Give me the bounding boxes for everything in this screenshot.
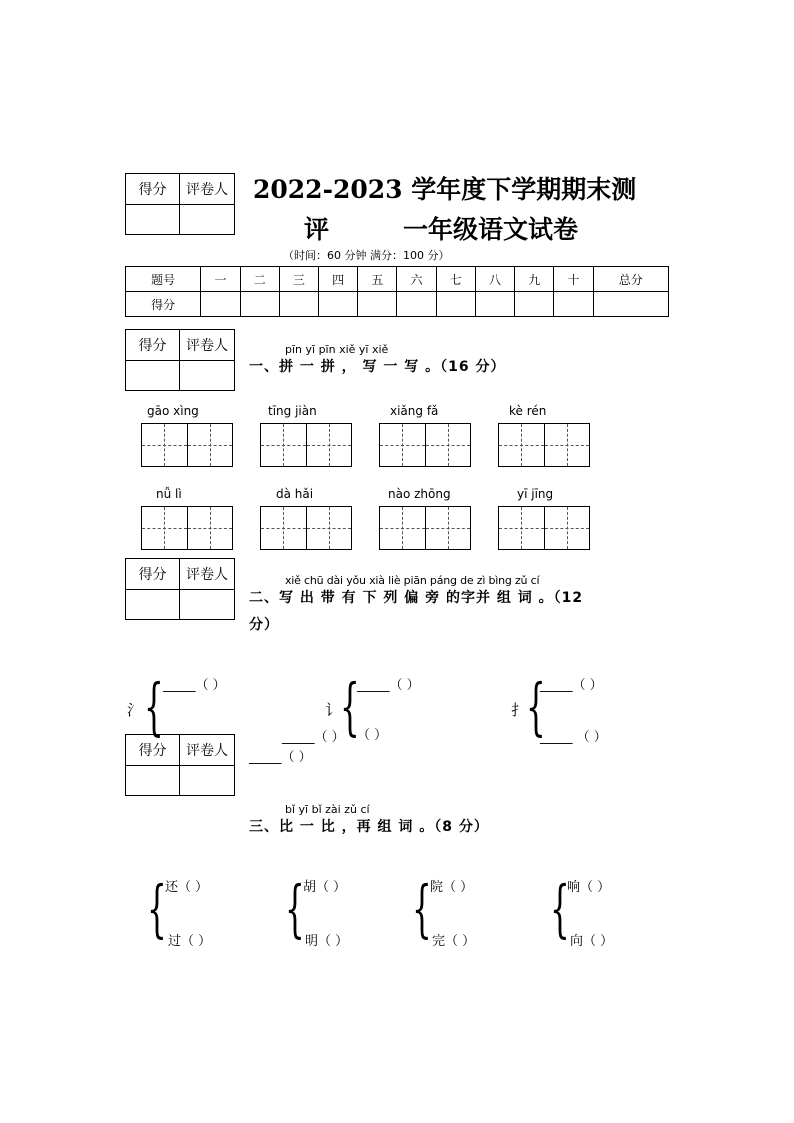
exam-info: （时间：60 分钟 满分：100 分） bbox=[283, 249, 450, 262]
q2-pinyin: xiě chū dài yǒu xià liè piān páng de zì bìng zǔ cí bbox=[285, 574, 540, 587]
answer-blank[interactable]: _____（ ） bbox=[357, 678, 420, 693]
pinyin-word: tīng jiàn bbox=[268, 404, 317, 418]
compare-word[interactable]: 还（ ） bbox=[165, 880, 209, 895]
score-entry[interactable] bbox=[319, 292, 358, 317]
score-entry[interactable] bbox=[279, 292, 318, 317]
writing-grid[interactable] bbox=[498, 506, 590, 550]
answer-blank[interactable]: _____（ ） bbox=[282, 730, 345, 745]
score-cell[interactable] bbox=[126, 205, 180, 235]
radical-2: 讠 bbox=[325, 701, 341, 719]
score-table-header-row bbox=[126, 267, 669, 292]
compare-word[interactable]: 明（ ） bbox=[305, 934, 349, 949]
score-table bbox=[125, 266, 669, 317]
answer-blank-paren[interactable]: （ ） bbox=[357, 728, 388, 743]
grader-label: 评卷人 bbox=[180, 735, 234, 766]
score-label: 得分 bbox=[126, 559, 180, 590]
score-cell[interactable] bbox=[126, 590, 180, 620]
score-cell[interactable] bbox=[126, 361, 180, 391]
answer-blank[interactable]: _____（ ） bbox=[163, 678, 226, 693]
pinyin-word: nào zhōng bbox=[388, 487, 451, 501]
header-cell: 八 bbox=[475, 267, 514, 292]
score-cell[interactable] bbox=[126, 766, 180, 796]
brace-icon: { bbox=[147, 872, 167, 945]
writing-grid[interactable] bbox=[379, 423, 471, 467]
score-entry[interactable] bbox=[436, 292, 475, 317]
compare-word[interactable]: 向（ ） bbox=[570, 934, 614, 949]
score-entry[interactable] bbox=[397, 292, 436, 317]
header-cell: 总分 bbox=[593, 267, 668, 292]
pinyin-word: gāo xìng bbox=[147, 404, 199, 418]
writing-grid[interactable] bbox=[260, 423, 352, 467]
score-label: 得分 bbox=[126, 735, 180, 766]
q1-title: 一、拼 一 拼 ， 写 一 写 。（16 分） bbox=[249, 359, 506, 375]
q3-title: 三、比 一 比 ，再 组 词 。（8 分） bbox=[249, 819, 489, 835]
grader-cell[interactable] bbox=[180, 590, 234, 620]
pinyin-word: xiǎng fǎ bbox=[390, 404, 439, 418]
score-box-1 bbox=[125, 173, 235, 235]
answer-blank[interactable]: _____（ ） bbox=[249, 750, 312, 765]
writing-grid[interactable] bbox=[141, 506, 233, 550]
page-title-line1: 2022-2023 学年度下学期期末测 bbox=[253, 175, 637, 204]
score-box-2 bbox=[125, 329, 235, 391]
header-cell: 六 bbox=[397, 267, 436, 292]
score-entry[interactable] bbox=[593, 292, 668, 317]
score-entry[interactable] bbox=[358, 292, 397, 317]
writing-grid[interactable] bbox=[260, 506, 352, 550]
header-cell: 五 bbox=[358, 267, 397, 292]
grader-cell[interactable] bbox=[180, 205, 234, 235]
score-box-3 bbox=[125, 558, 235, 620]
compare-word[interactable]: 院（ ） bbox=[430, 880, 474, 895]
grader-label: 评卷人 bbox=[180, 330, 234, 361]
score-entry[interactable] bbox=[554, 292, 593, 317]
compare-word[interactable]: 过（ ） bbox=[168, 934, 212, 949]
brace-icon: { bbox=[526, 670, 546, 743]
header-cell: 十 bbox=[554, 267, 593, 292]
pinyin-word: yī jīng bbox=[517, 487, 554, 501]
answer-blank[interactable]: _____（ ） bbox=[540, 678, 603, 693]
radical-3: 扌 bbox=[511, 701, 527, 719]
header-cell: 三 bbox=[279, 267, 318, 292]
grader-cell[interactable] bbox=[180, 361, 234, 391]
grader-label: 评卷人 bbox=[180, 174, 234, 205]
score-entry[interactable] bbox=[240, 292, 279, 317]
brace-icon: { bbox=[144, 670, 164, 743]
score-label: 得分 bbox=[126, 174, 180, 205]
header-cell: 一 bbox=[201, 267, 240, 292]
score-entry[interactable] bbox=[201, 292, 240, 317]
q3-pinyin: bǐ yī bǐ zài zǔ cí bbox=[285, 803, 370, 816]
compare-word[interactable]: 胡（ ） bbox=[303, 880, 347, 895]
score-table-score-row bbox=[126, 292, 669, 317]
header-cell: 二 bbox=[240, 267, 279, 292]
writing-grid[interactable] bbox=[379, 506, 471, 550]
grader-label: 评卷人 bbox=[180, 559, 234, 590]
page-title-line2a: 评 bbox=[304, 215, 330, 244]
pinyin-word: kè rén bbox=[509, 404, 547, 418]
header-cell: 九 bbox=[515, 267, 554, 292]
q1-pinyin: pīn yī pīn xiě yī xiě bbox=[285, 343, 389, 356]
q2-title-cont: 分） bbox=[249, 617, 279, 633]
writing-grid[interactable] bbox=[498, 423, 590, 467]
header-cell: 题号 bbox=[126, 267, 201, 292]
row-label: 得分 bbox=[126, 292, 201, 317]
score-entry[interactable] bbox=[475, 292, 514, 317]
q2-title: 二、写 出 带 有 下 列 偏 旁 的字并 组 词 。（12 bbox=[249, 590, 584, 606]
writing-grid[interactable] bbox=[141, 423, 233, 467]
compare-word[interactable]: 完（ ） bbox=[432, 934, 476, 949]
brace-icon: { bbox=[412, 872, 432, 945]
radical-1: 氵 bbox=[127, 701, 143, 719]
compare-word[interactable]: 响（ ） bbox=[567, 880, 611, 895]
brace-icon: { bbox=[550, 872, 570, 945]
pinyin-word: nǚ lì bbox=[156, 487, 182, 501]
answer-blank[interactable]: _____ （ ） bbox=[540, 730, 607, 745]
page-title-line2b: 一年级语文试卷 bbox=[403, 215, 579, 244]
pinyin-word: dà hǎi bbox=[276, 487, 314, 501]
header-cell: 七 bbox=[436, 267, 475, 292]
brace-icon: { bbox=[340, 670, 360, 743]
grader-cell[interactable] bbox=[180, 766, 234, 796]
score-entry[interactable] bbox=[515, 292, 554, 317]
header-cell: 四 bbox=[319, 267, 358, 292]
score-label: 得分 bbox=[126, 330, 180, 361]
score-box-4 bbox=[125, 734, 235, 796]
brace-icon: { bbox=[285, 872, 305, 945]
